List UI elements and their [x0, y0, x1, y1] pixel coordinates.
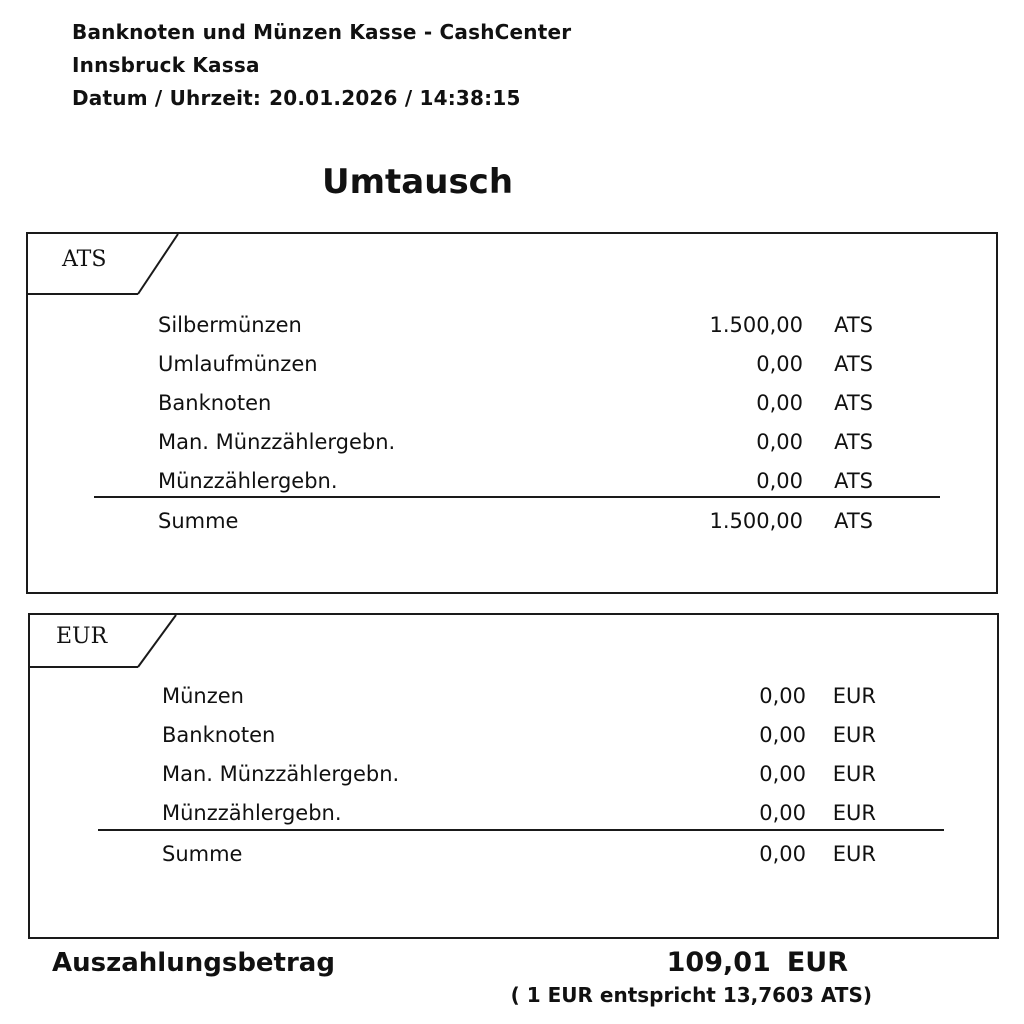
- row-currency: ATS: [834, 391, 873, 415]
- date-label: Datum / Uhrzeit:: [72, 86, 262, 110]
- header-line-3: [72, 86, 521, 110]
- datetime-value: 20.01.2026 / 14:38:15: [269, 86, 521, 110]
- row-value: 0,00: [756, 430, 803, 454]
- payout-value: 109,01: [666, 947, 771, 978]
- row-value: 0,00: [759, 723, 806, 747]
- row-label: Banknoten: [162, 723, 276, 747]
- tab-outline: [30, 615, 190, 671]
- row-label: Silbermünzen: [158, 313, 302, 337]
- row-currency: EUR: [832, 801, 876, 825]
- total-value: 0,00: [759, 842, 806, 866]
- total-label: Summe: [162, 842, 243, 866]
- ats-section: [26, 232, 998, 594]
- eur-tab-label: EUR: [56, 624, 108, 649]
- row-value: 0,00: [759, 801, 806, 825]
- total-label: Summe: [158, 509, 239, 533]
- row-label: Münzen: [162, 684, 244, 708]
- list-item: [158, 388, 873, 418]
- row-currency: ATS: [834, 469, 873, 493]
- row-label: Münzzählergebn.: [158, 469, 338, 493]
- total-value: 1.500,00: [709, 509, 803, 533]
- list-item: [162, 759, 876, 789]
- page-title: Umtausch: [322, 162, 514, 202]
- row-label: Man. Münzzählergebn.: [162, 762, 400, 786]
- total-currency: ATS: [834, 509, 873, 533]
- sum-divider: [98, 829, 944, 831]
- eur-section: [28, 613, 999, 939]
- list-item: [158, 349, 873, 379]
- header-line-2: Innsbruck Kassa: [72, 53, 260, 77]
- row-value: 0,00: [756, 352, 803, 376]
- row-value: 1.500,00: [709, 313, 803, 337]
- row-currency: ATS: [834, 352, 873, 376]
- ats-tab-label: ATS: [62, 247, 107, 272]
- row-value: 0,00: [759, 762, 806, 786]
- row-currency: EUR: [832, 684, 876, 708]
- row-currency: EUR: [832, 723, 876, 747]
- list-item: [162, 798, 876, 828]
- row-value: 0,00: [756, 391, 803, 415]
- row-value: 0,00: [756, 469, 803, 493]
- row-currency: ATS: [834, 313, 873, 337]
- list-item: [162, 681, 876, 711]
- payout-amount: [667, 946, 848, 980]
- total-row: [162, 839, 876, 869]
- payout-label: Auszahlungsbetrag: [52, 948, 335, 978]
- list-item: [158, 427, 873, 457]
- tab-outline: [28, 234, 188, 298]
- payout-currency: EUR: [786, 947, 848, 978]
- row-label: Man. Münzzählergebn.: [158, 430, 396, 454]
- list-item: [158, 466, 873, 496]
- row-label: Umlaufmünzen: [158, 352, 318, 376]
- row-label: Münzzählergebn.: [162, 801, 342, 825]
- row-currency: EUR: [832, 762, 876, 786]
- sum-divider: [94, 496, 940, 498]
- header-line-1: Banknoten und Münzen Kasse - CashCenter: [72, 20, 572, 44]
- list-item: [158, 310, 873, 340]
- row-label: Banknoten: [158, 391, 272, 415]
- row-currency: ATS: [834, 430, 873, 454]
- total-row: [158, 506, 873, 536]
- exchange-rate-note: ( 1 EUR entspricht 13,7603 ATS): [510, 983, 872, 1007]
- list-item: [162, 720, 876, 750]
- row-value: 0,00: [759, 684, 806, 708]
- total-currency: EUR: [832, 842, 876, 866]
